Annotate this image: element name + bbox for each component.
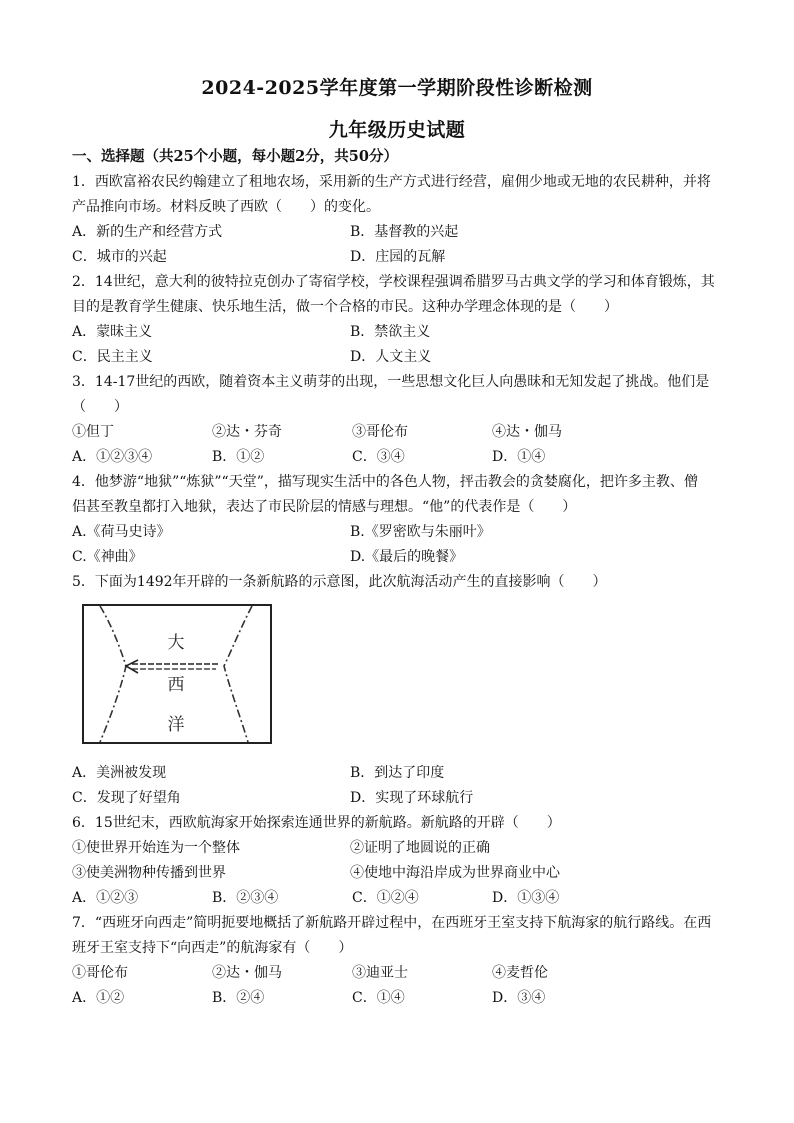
- q6-item-3: ③使美洲物种传播到世界: [72, 865, 226, 881]
- q5-option-c: C．发现了好望角: [72, 790, 181, 806]
- q6-item-4: ④使地中海沿岸成为世界商业中心: [350, 865, 560, 881]
- q2-stem-line2: 目的是教育学生健康、快乐地生活，做一个合格的市民。这种办学理念体现的是（ ）: [72, 299, 618, 315]
- q2-stem-line1: 2．14世纪，意大利的彼特拉克创办了寄宿学校，学校课程强调希腊罗马古典文学的学习和体育锻炼，其: [72, 274, 715, 290]
- exam-title: 2024-2025学年度第一学期阶段性诊断检测: [201, 77, 593, 99]
- q3-item-3: ③哥伦布: [352, 424, 408, 440]
- q4-option-b: B.《罗密欧与朱丽叶》: [350, 524, 491, 540]
- q1-stem-line2: 产品推向市场。材料反映了西欧（ ）的变化。: [72, 199, 380, 215]
- q3-option-b: B．①②: [212, 449, 265, 465]
- q2-option-d: D．人文主义: [350, 349, 432, 365]
- q4-stem-line2: 侣甚至教皇都打入地狱，表达了市民阶层的情感与理想。“他”的代表作是（ ）: [72, 499, 577, 515]
- q3-stem-line2: （ ）: [72, 399, 128, 415]
- q1-option-b: B．基督教的兴起: [350, 224, 459, 240]
- map-label-2: 西: [167, 675, 185, 695]
- q7-item-1: ①哥伦布: [72, 965, 128, 981]
- route-map-figure: [82, 604, 272, 744]
- map-label-3: 洋: [167, 715, 185, 735]
- q7-option-c: C．①④: [352, 990, 405, 1006]
- q7-stem-line1: 7．“西班牙向西走”简明扼要地概括了新航路开辟过程中，在西班牙王室支持下航海家的航行路线。在西: [72, 915, 712, 931]
- q3-option-d: D．①④: [492, 449, 546, 465]
- q6-option-b: B．②③④: [212, 890, 279, 906]
- q1-option-c: C．城市的兴起: [72, 249, 167, 265]
- map-label-1: 大: [167, 633, 185, 653]
- q1-option-a: A．新的生产和经营方式: [72, 224, 223, 240]
- q3-option-a: A．①②③④: [72, 449, 153, 465]
- q2-option-b: B．禁欲主义: [350, 324, 431, 340]
- q7-stem-line2: 班牙王室支持下“向西走”的航海家有（ ）: [72, 940, 353, 956]
- q5-option-b: B．到达了印度: [350, 765, 445, 781]
- map-left-coast: [100, 606, 126, 742]
- q6-option-a: A．①②③: [72, 890, 139, 906]
- q7-item-3: ③迪亚士: [352, 965, 408, 981]
- q5-option-d: D．实现了环球航行: [350, 790, 474, 806]
- q1-option-d: D．庄园的瓦解: [350, 249, 446, 265]
- q3-item-2: ②达・芬奇: [212, 424, 282, 440]
- q7-option-b: B．②④: [212, 990, 265, 1006]
- q7-item-2: ②达・伽马: [212, 965, 282, 981]
- q3-item-1: ①但丁: [72, 424, 114, 440]
- q5-option-a: A．美洲被发现: [72, 765, 167, 781]
- section-heading: 一、选择题（共25个小题，每小题2分，共50分）: [72, 148, 398, 165]
- q7-option-d: D．③④: [492, 990, 546, 1006]
- q7-option-a: A．①②: [72, 990, 125, 1006]
- q4-option-d: D.《最后的晚餐》: [350, 549, 464, 565]
- q6-item-2: ②证明了地圆说的正确: [350, 840, 490, 856]
- q4-option-c: C.《神曲》: [72, 549, 143, 565]
- q6-item-1: ①使世界开始连为一个整体: [72, 840, 240, 856]
- q7-item-4: ④麦哲伦: [492, 965, 548, 981]
- q2-option-a: A．蒙昧主义: [72, 324, 153, 340]
- map-route-arrowhead: [126, 660, 138, 673]
- exam-subtitle: 九年级历史试题: [328, 119, 466, 141]
- q3-item-4: ④达・伽马: [492, 424, 562, 440]
- q6-stem-line1: 6．15世纪末，西欧航海家开始探索连通世界的新航路。新航路的开辟（ ）: [72, 815, 561, 831]
- q1-stem-line1: 1．西欧富裕农民约翰建立了租地农场，采用新的生产方式进行经营，雇佣少地或无地的农民耕种，并将: [72, 174, 711, 190]
- q2-option-c: C．民主主义: [72, 349, 153, 365]
- q4-stem-line1: 4．他梦游“地狱”“炼狱”“天堂”，描写现实生活中的各色人物，抨击教会的贪婪腐化，把许多主教、僧: [72, 474, 698, 490]
- q5-stem-line1: 5．下面为1492年开辟的一条新航路的示意图，此次航海活动产生的直接影响（ ）: [72, 574, 607, 590]
- map-right-coast: [224, 606, 252, 742]
- q3-option-c: C．③④: [352, 449, 405, 465]
- q4-option-a: A.《荷马史诗》: [72, 524, 171, 540]
- q6-option-c: C．①②④: [352, 890, 419, 906]
- q3-stem-line1: 3．14-17世纪的西欧，随着资本主义萌芽的出现，一些思想文化巨人向愚昧和无知发起了挑战。他们是: [72, 374, 710, 390]
- q6-option-d: D．①③④: [492, 890, 560, 906]
